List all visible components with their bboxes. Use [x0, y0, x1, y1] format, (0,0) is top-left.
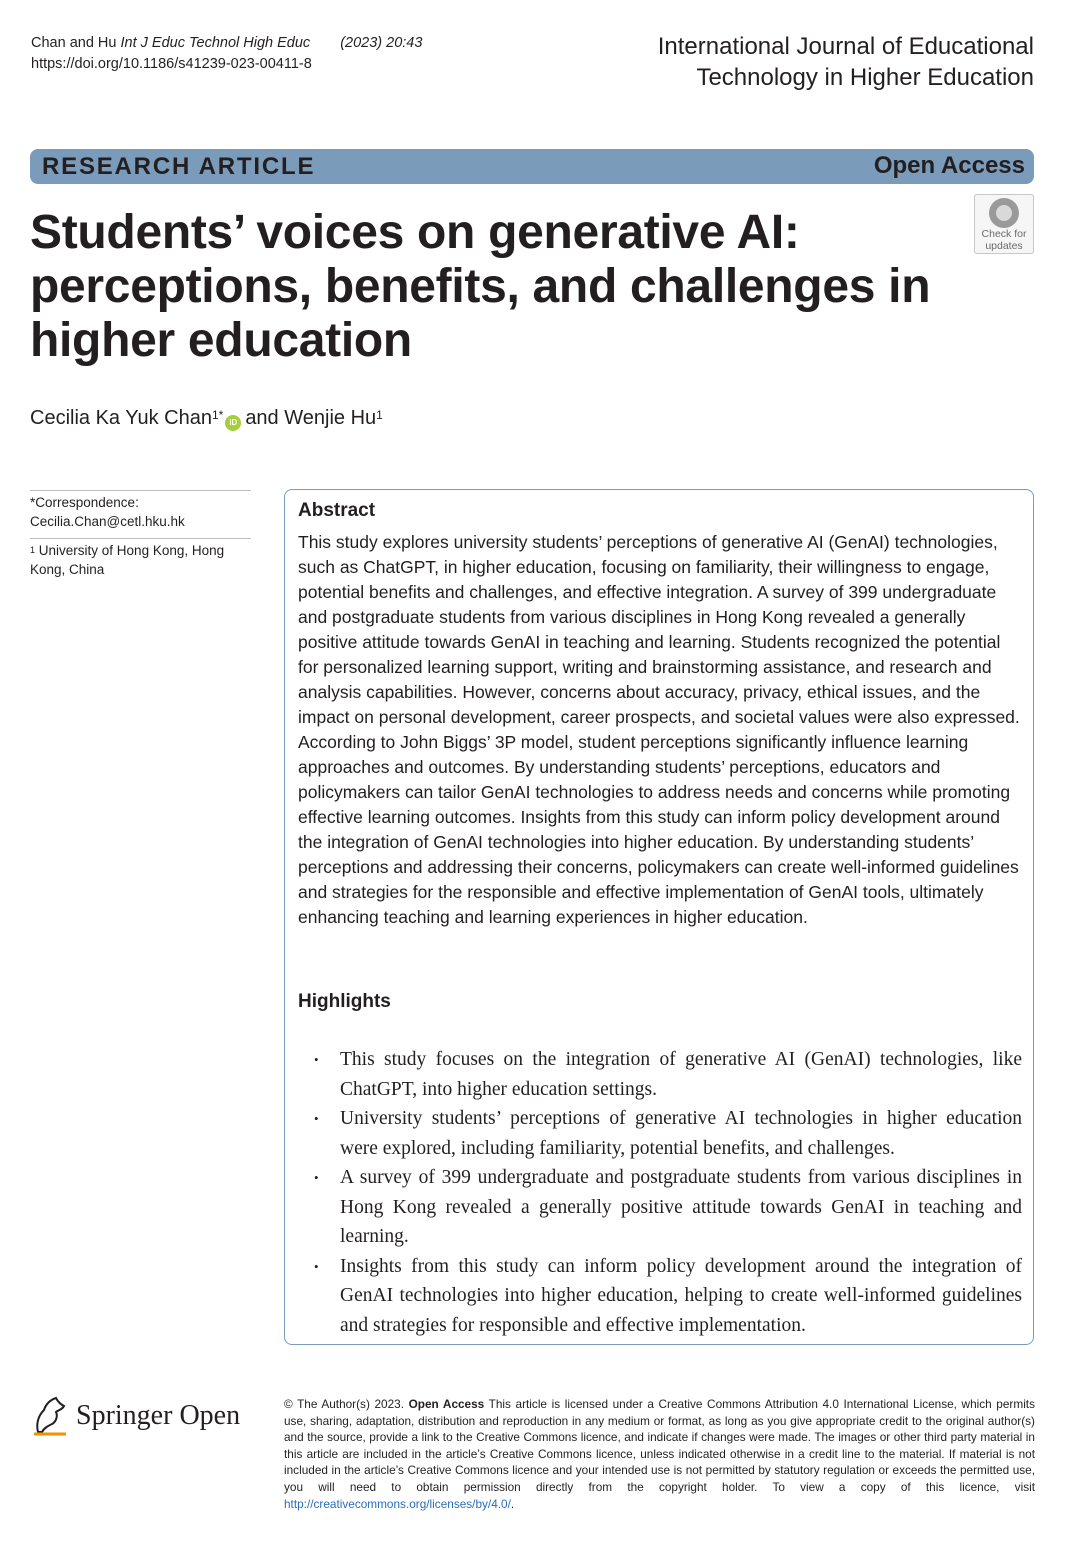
highlight-item: • Insights from this study can inform policy development around the integration of GenAI technologies into higher education, helping to create well-informed guidelines and strategies for responsible and effective implementation. [298, 1252, 1022, 1341]
check-for-updates-icon [989, 198, 1019, 228]
copyright: © The Author(s) 2023. [284, 1397, 404, 1411]
citation-block [31, 33, 422, 75]
publisher-name [76, 1400, 240, 1432]
highlight-item: • University students’ perceptions of generative AI technologies in higher education were explored, including familiarity, potential benefits, and challenges. [298, 1104, 1022, 1163]
abstract-box [284, 489, 1034, 1345]
publisher-word: Springer [76, 1400, 173, 1431]
badge-line1: Check for [981, 228, 1027, 240]
correspondence-email[interactable]: Cecilia.Chan@cetl.hku.hk [30, 514, 185, 529]
article-title: Students’ voices on generative AI: perceptions, benefits, and challenges in higher education [30, 206, 931, 367]
license-text: This article is licensed under a Creative Commons Attribution 4.0 International License, which permits use, sharing, adaptation, distribution and reproduction in any medium or format, as long as you give appropriate credit to the original author(s) and the source, provide a link to the Creative Commons licence, and indicate if changes were made. The images or other third party material in this article are included in the article’s Creative Commons licence, unless indicated otherwise in a credit line to the material. If material is not included in the article’s Creative Commons licence and your intended use is not permitted by statutory regulation or exceeds the permitted use, you will need to obtain permission directly from the copyright holder. To view a copy of this licence, visit [284, 1397, 1035, 1494]
abstract-text: This study explores university students’ perceptions of generative AI (GenAI) technologies, such as ChatGPT, in higher education, focusing on familiarity, their willingness to engage, potential benefits and challenges, and effective integration. A survey of 399 undergraduate and postgraduate students from various disciplines in Hong Kong revealed a generally positive attitude towards GenAI in teaching and learning. Students recognized the potential for personalized learning support, writing and brainstorming assistance, and research and analysis capabilities. However, concerns about accuracy, privacy, ethical issues, and the impact on personal development, career prospects, and societal values were also expressed. According to John Biggs’ 3P model, student perceptions significantly influence learning approaches and outcomes. By understanding students’ perceptions, educators and policymakers can tailor GenAI technologies to address needs and concerns while promoting effective learning outcomes. Insights from this study can inform policy development around the integration of GenAI technologies into higher education. By understanding students’ perceptions and addressing their concerns, policymakers can create well-informed guidelines and strategies for the responsible and effective implementation of GenAI tools, ultimately enhancing teaching and learning experiences in higher education. [298, 532, 1020, 927]
highlight-item: • A survey of 399 undergraduate and postgraduate students from various disciplines in Hong Kong revealed a generally positive attitude towards GenAI in teaching and learning. [298, 1163, 1022, 1252]
citation-year: (2023) 20:43 [340, 35, 423, 51]
license-notice: © The Author(s) 2023. Open Access This article is licensed under a Creative Commons Attribution 4.0 International License, which permits use, sharing, adaptation, distribution and reproduction in any medium or format, as long as you give appropriate credit to the original author(s) and the source, provide a link to the Creative Commons licence, and indicate if changes were made. The images or other third party material in this article are included in the article’s Creative Commons licence, unless indicated otherwise in a credit line to the material. If material is not included in the article’s Creative Commons licence and your intended use is not permitted by statutory regulation or exceeds the permitted use, you will need to obtain permission directly from the copyright holder. To view a copy of this licence, visit http://creativecommons.org/licenses/by/4.0/. [284, 1397, 1035, 1511]
affiliation-text: University of Hong Kong, Hong Kong, China [30, 543, 225, 577]
license-link[interactable]: http://creativecommons.org/licenses/by/4.0/ [284, 1496, 511, 1511]
correspondence-label: *Correspondence: [30, 495, 139, 510]
badge-line2: updates [985, 240, 1023, 252]
highlight-item: • This study focuses on the integration of generative AI (GenAI) technologies, like ChatGPT, into higher education settings. [298, 1045, 1022, 1104]
journal-name-line1: International Journal of Educational [657, 33, 1034, 60]
citation-line [31, 33, 422, 54]
affiliation-note [30, 538, 251, 579]
author-list [30, 404, 383, 432]
publisher-suffix: Open [179, 1400, 241, 1431]
article-type-banner [30, 149, 1034, 184]
citation-authors: Chan and Hu [31, 35, 117, 51]
springer-open-logo[interactable] [30, 1394, 260, 1442]
journal-name [534, 31, 1034, 93]
author-name[interactable]: and Wenjie Hu [245, 407, 377, 429]
open-access-label: Open Access [873, 152, 1025, 179]
correspondence-note [30, 490, 251, 531]
author-affiliation-sup: 1 [376, 408, 383, 422]
article-type: RESEARCH ARTICLE [42, 153, 316, 180]
highlights-list [298, 1045, 1022, 1340]
journal-name-line2: Technology in Higher Education [696, 64, 1034, 91]
orcid-icon[interactable]: iD [225, 415, 241, 431]
springer-horse-icon [30, 1394, 70, 1438]
abstract-heading: Abstract [298, 500, 376, 521]
license-open-access: Open Access [408, 1397, 485, 1411]
check-for-updates-badge[interactable] [974, 194, 1034, 254]
doi-link[interactable]: https://doi.org/10.1186/s41239-023-00411-8 [31, 56, 312, 72]
affiliation-sup: 1 [30, 545, 36, 555]
highlights-heading: Highlights [298, 991, 391, 1012]
citation-journal: Int J Educ Technol High Educ [120, 35, 311, 51]
author-affiliation-sup: 1* [211, 408, 224, 422]
author-name[interactable]: Cecilia Ka Yuk Chan [30, 407, 212, 429]
